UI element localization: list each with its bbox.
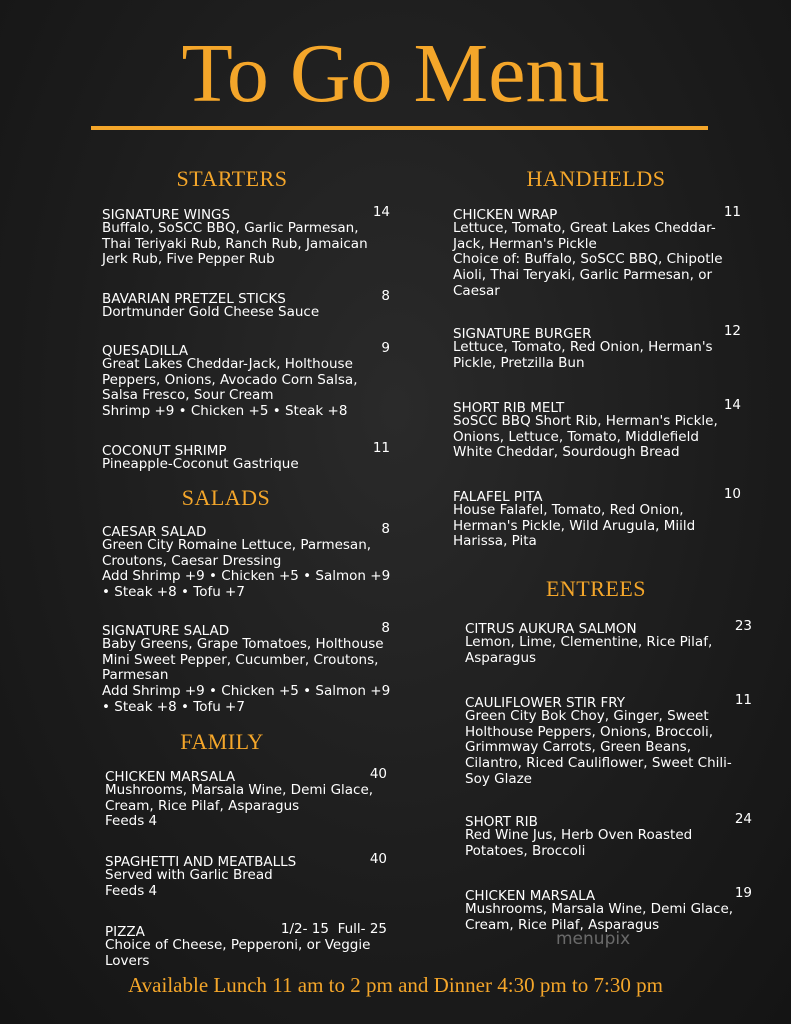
menu-item-pizza: [105, 921, 387, 969]
item-name: SIGNATURE SALAD: [102, 623, 230, 639]
item-name: QUESADILLA: [102, 343, 189, 359]
item-description: Potatoes, Broccoli: [465, 842, 586, 859]
item-description: Lovers: [105, 952, 150, 969]
item-description: Shrimp +9 • Chicken +5 • Steak +8: [102, 403, 348, 420]
item-price: 11: [372, 440, 390, 456]
item-name: COCONUT SHRIMP: [102, 443, 227, 459]
item-price: 14: [723, 397, 741, 413]
item-description: White Cheddar, Sourdough Bread: [453, 444, 680, 461]
item-description: Parmesan: [102, 667, 169, 684]
item-description: Herman's Pickle, Wild Arugula, Miild: [453, 517, 696, 534]
item-description: Cilantro, Riced Cauliflower, Sweet Chili-: [465, 755, 732, 772]
item-description: Jerk Rub, Five Pepper Rub: [102, 251, 275, 268]
item-name: CHICKEN MARSALA: [465, 888, 596, 904]
item-description: Lettuce, Tomato, Great Lakes Cheddar-: [453, 220, 716, 236]
item-name: SHORT RIB: [465, 814, 538, 830]
item-description: Green City Romaine Lettuce, Parmesan,: [102, 537, 372, 553]
item-description: Onions, Lettuce, Tomato, Middlefield: [453, 428, 699, 445]
item-name: CAULIFLOWER STIR FRY: [465, 695, 626, 711]
item-description: Add Shrimp +9 • Chicken +5 • Salmon +9: [102, 568, 391, 585]
item-description: Harissa, Pita: [453, 533, 537, 550]
item-description: Choice of Cheese, Pepperoni, or Veggie: [105, 937, 371, 953]
item-description: Feeds 4: [105, 882, 158, 899]
item-description: Asparagus: [465, 649, 537, 666]
item-name: CHICKEN MARSALA: [105, 769, 236, 785]
item-price: 23: [734, 618, 752, 634]
section-heading-handhelds: HANDHELDS: [526, 166, 666, 191]
menu-item-signature-wings: [102, 204, 390, 268]
item-description: Red Wine Jus, Herb Oven Roasted: [465, 827, 693, 843]
item-price: 24: [734, 811, 752, 827]
item-price: 11: [734, 692, 752, 708]
item-description: House Falafel, Tomato, Red Onion,: [453, 502, 684, 518]
item-description: Jack, Herman's Pickle: [453, 235, 597, 252]
item-price: 9: [381, 340, 390, 356]
item-price: 8: [381, 288, 390, 304]
item-description: Cream, Rice Pilaf, Asparagus: [105, 797, 300, 814]
item-description: Green City Bok Choy, Ginger, Sweet: [465, 708, 709, 724]
menu-item-bavarian-pretzel-sticks: [102, 288, 390, 321]
item-description: • Steak +8 • Tofu +7: [102, 584, 245, 601]
item-description: Mushrooms, Marsala Wine, Demi Glace,: [465, 901, 734, 917]
item-price: 10: [723, 486, 741, 502]
menu-item-cauliflower-stir-fry: [465, 692, 752, 788]
item-description: • Steak +8 • Tofu +7: [102, 698, 245, 715]
item-name: SIGNATURE WINGS: [102, 207, 231, 223]
item-description: Served with Garlic Bread: [105, 867, 273, 883]
item-description: Holthouse Peppers, Onions, Broccoli,: [465, 723, 714, 740]
section-heading-entrees: ENTREES: [545, 576, 647, 601]
item-name: FALAFEL PITA: [453, 489, 543, 505]
item-description: Feeds 4: [105, 813, 158, 830]
item-description: Baby Greens, Grape Tomatoes, Holthouse: [102, 636, 384, 652]
item-description: Cream, Rice Pilaf, Asparagus: [465, 916, 660, 933]
menu-item-coconut-shrimp: [102, 440, 390, 473]
menu-item-signature-burger: [453, 323, 741, 371]
menu-item-quesadilla: [102, 340, 390, 420]
item-name: SIGNATURE BURGER: [453, 326, 592, 342]
menu-item-falafel-pita: [453, 486, 741, 550]
menu-item-chicken-wrap: [453, 204, 741, 300]
item-price: 14: [372, 204, 390, 220]
menu-item-spaghetti-and-meatballs: [105, 851, 387, 899]
watermark-logo: menupix: [556, 929, 631, 949]
title-divider: [91, 126, 708, 130]
item-name: CHICKEN WRAP: [453, 207, 558, 223]
menu-item-short-rib: [465, 811, 752, 859]
section-heading-family: FAMILY: [180, 729, 264, 754]
item-description: Salsa Fresco, Sour Cream: [102, 387, 274, 404]
item-description: Caesar: [453, 282, 500, 299]
item-description: Pickle, Pretzilla Bun: [453, 354, 585, 371]
item-description: SoSCC BBQ Short Rib, Herman's Pickle,: [453, 413, 718, 429]
menu-item-signature-salad: [102, 620, 390, 716]
section-heading-salads: SALADS: [181, 485, 271, 510]
menu-item-chicken-marsala-family: [105, 766, 387, 830]
item-name: CITRUS AUKURA SALMON: [465, 621, 637, 637]
item-description: Add Shrimp +9 • Chicken +5 • Salmon +9: [102, 683, 391, 700]
item-price: 40: [369, 766, 387, 782]
item-name: BAVARIAN PRETZEL STICKS: [102, 291, 286, 307]
item-description: Lemon, Lime, Clementine, Rice Pilaf,: [465, 634, 713, 650]
item-price: 1/2- 15 Full- 25: [280, 921, 387, 937]
item-description: Lettuce, Tomato, Red Onion, Herman's: [453, 339, 713, 355]
item-description: Grimmway Carrots, Green Beans,: [465, 739, 691, 756]
item-description: Mushrooms, Marsala Wine, Demi Glace,: [105, 782, 374, 798]
item-description: Thai Teriyaki Rub, Ranch Rub, Jamaican: [102, 235, 368, 252]
item-description: Buffalo, SoSCC BBQ, Garlic Parmesan,: [102, 220, 359, 236]
item-description: Dortmunder Gold Cheese Sauce: [102, 304, 320, 320]
menu-item-caesar-salad: [102, 521, 390, 601]
item-description: Mini Sweet Pepper, Cucumber, Croutons,: [102, 651, 379, 668]
menu-item-short-rib-melt: [453, 397, 741, 461]
menu-title: To Go Menu: [181, 27, 610, 120]
item-price: 12: [723, 323, 741, 339]
item-price: 40: [369, 851, 387, 867]
item-description: Choice of: Buffalo, SoSCC BBQ, Chipotle: [453, 251, 723, 268]
item-name: PIZZA: [105, 924, 145, 940]
item-description: Pineapple-Coconut Gastrique: [102, 456, 299, 472]
item-name: CAESAR SALAD: [102, 524, 207, 540]
section-heading-starters: STARTERS: [176, 166, 288, 191]
item-description: Aioli, Thai Teryaki, Garlic Parmesan, or: [453, 267, 712, 284]
hours-footer: Available Lunch 11 am to 2 pm and Dinner 4:30 pm to 7:30 pm: [128, 973, 663, 997]
menu-item-citrus-aukura-salmon: [465, 618, 752, 666]
item-price: 11: [723, 204, 741, 220]
menu-item-chicken-marsala-entree: [465, 885, 752, 933]
item-name: SPAGHETTI AND MEATBALLS: [105, 854, 297, 870]
item-price: 19: [734, 885, 752, 901]
item-description: Soy Glaze: [465, 770, 532, 787]
item-description: Great Lakes Cheddar-Jack, Holthouse: [102, 356, 353, 372]
item-description: Croutons, Caesar Dressing: [102, 552, 282, 569]
item-price: 8: [381, 620, 390, 636]
item-description: Peppers, Onions, Avocado Corn Salsa,: [102, 371, 358, 388]
item-name: SHORT RIB MELT: [453, 400, 565, 416]
item-price: 8: [381, 521, 390, 537]
